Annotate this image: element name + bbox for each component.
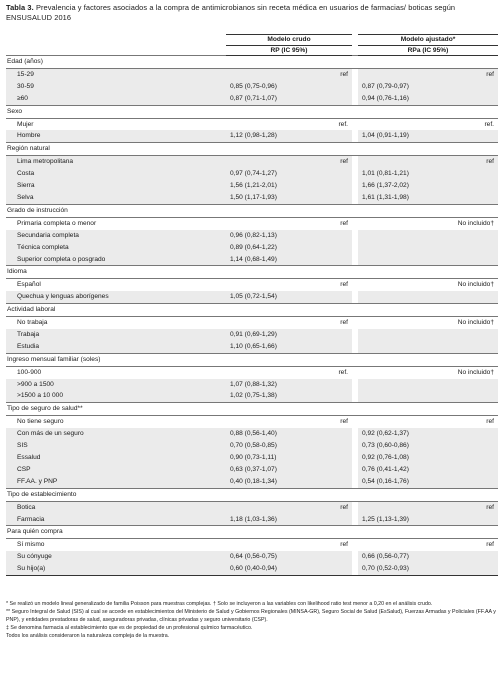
adjusted-value: 1,66 (1,37-2,02) (358, 180, 498, 192)
row-label: Estudia (6, 341, 226, 353)
row-label: ≥60 (6, 93, 226, 105)
section-header-row (6, 204, 498, 217)
table-row (6, 317, 498, 329)
adjusted-value: 0,92 (0,62-1,37) (358, 428, 498, 440)
table-row (6, 291, 498, 303)
table-row (6, 254, 498, 266)
adjusted-value: 1,61 (1,31-1,98) (358, 192, 498, 204)
section-header-row (6, 353, 498, 366)
crude-value: 1,18 (1,03-1,36) (226, 514, 352, 526)
row-label: Sí mismo (17, 541, 45, 549)
adjusted-value (358, 242, 498, 254)
row-label: Costa (6, 168, 226, 180)
table-row (6, 68, 498, 80)
crude-value: 1,50 (1,17-1,93) (226, 192, 352, 204)
table-row (6, 514, 498, 526)
table-row (6, 428, 498, 440)
adjusted-value (358, 341, 498, 353)
row-label: Selva (6, 192, 226, 204)
table-row (6, 118, 498, 130)
row-label: Técnica completa (6, 242, 226, 254)
header-crude-model: Modelo crudo (226, 35, 352, 46)
crude-value: 1,12 (0,98-1,28) (226, 130, 352, 142)
adjusted-value: 0,70 (0,52-0,93) (358, 563, 498, 575)
row-label: Sierra (6, 180, 226, 192)
row-label: Essalud (6, 452, 226, 464)
crude-value: 0,89 (0,64-1,22) (226, 242, 352, 254)
adjusted-value (358, 291, 498, 303)
row-label: Superior completa o posgrado (6, 254, 226, 266)
row-label: 100-900 (17, 368, 42, 376)
table-row (6, 341, 498, 353)
table-title (6, 3, 498, 23)
crude-value: ref (340, 319, 348, 327)
footnote: Todos los análisis consideraron la naturaleza compleja de la muestra. (6, 633, 170, 640)
section-header-row (6, 143, 498, 156)
row-label: No trabaja (17, 319, 48, 327)
row-label: FF.AA. y PNP (6, 476, 226, 488)
table-title-text: Prevalencia y factores asociados a la compra de antimicrobianos sin receta médica en usuarios de farmacias/ boticas según ENSUSALUD 2016 (6, 3, 456, 22)
adjusted-value: No incluido† (457, 281, 494, 289)
table-row (6, 279, 498, 291)
row-label: Quechua y lenguas aborígenes (6, 291, 226, 303)
adjusted-value: No incluido† (457, 319, 494, 327)
table-body (6, 56, 498, 576)
adjusted-value (358, 390, 498, 402)
row-label: Lima metropolitana (6, 156, 226, 168)
adjusted-value: ref (358, 156, 498, 168)
row-label: No tiene seguro (17, 418, 64, 426)
crude-value: 0,70 (0,58-0,85) (226, 440, 352, 452)
section-header-row (6, 304, 498, 317)
section-title: Región natural (6, 143, 498, 156)
crude-value: 1,56 (1,21-2,01) (226, 180, 352, 192)
section-title: Grado de instrucción (6, 204, 498, 217)
adjusted-value: 1,04 (0,91-1,19) (358, 130, 498, 142)
table-row (6, 192, 498, 204)
header-crude-ci: RP (IC 95%) (226, 45, 352, 56)
table-row (6, 242, 498, 254)
section-title: Tipo de establecimiento (6, 488, 498, 501)
footnote: ** Seguro Integral de Salud (SIS) al cual se accede en establecimientos del Ministerio de Salud y Gobiernos Regionales (MINSA-GR), Seguro Social de Salud (EsSalud), Fuerzas Armadas y Policiales (FF.AA y PNP), y entidades prestadoras de salud, aseguradoras privadas, clínicas privadas y seguro universitario (CSP). (6, 609, 496, 624)
adjusted-value (358, 254, 498, 266)
row-label: Español (17, 281, 41, 289)
adjusted-value: 0,54 (0,16-1,76) (358, 476, 498, 488)
footnote: ‡ Se denomina farmacia al establecimiento que es de propiedad de un profesional químico farmacéutico. (6, 625, 253, 632)
crude-value: 0,88 (0,56-1,40) (226, 428, 352, 440)
crude-value: 0,96 (0,82-1,13) (226, 230, 352, 242)
table-row (6, 476, 498, 488)
table-row (6, 551, 498, 563)
section-title: Ingreso mensual familiar (soles) (6, 353, 498, 366)
adjusted-value: No incluido† (457, 368, 494, 376)
adjusted-value: ref. (484, 120, 494, 128)
section-header-row (6, 105, 498, 118)
table-row (6, 390, 498, 402)
crude-value: ref. (338, 120, 348, 128)
table-row (6, 93, 498, 105)
adjusted-value: ref (486, 541, 494, 549)
row-label: >900 a 1500 (6, 379, 226, 391)
row-label: SIS (6, 440, 226, 452)
row-label: Con más de un seguro (6, 428, 226, 440)
footnote: * Se realizó un modelo lineal generalizado de familia Poisson para muestras complejas. † Solo se incluyeron a las variables con likelihood ratio test menor a 0,20 en el análisis crudo. (6, 601, 433, 607)
table-row (6, 180, 498, 192)
crude-value: 1,05 (0,72-1,54) (226, 291, 352, 303)
crude-value: ref (340, 541, 348, 549)
crude-value: 1,10 (0,65-1,66) (226, 341, 352, 353)
section-title: Sexo (6, 105, 498, 118)
row-label: Trabaja (6, 329, 226, 341)
adjusted-value (358, 329, 498, 341)
adjusted-value: ref (358, 501, 498, 513)
table-row (6, 464, 498, 476)
adjusted-value (358, 379, 498, 391)
adjusted-value: 0,73 (0,60-0,86) (358, 440, 498, 452)
adjusted-value: 0,94 (0,76-1,16) (358, 93, 498, 105)
crude-value: 1,14 (0,68-1,49) (226, 254, 352, 266)
table-row (6, 452, 498, 464)
section-header-row (6, 56, 498, 69)
crude-value: ref (340, 219, 348, 227)
table-row (6, 416, 498, 428)
section-title: Para quién compra (6, 526, 498, 539)
row-label: Botica (6, 501, 226, 513)
table-row (6, 366, 498, 378)
crude-value: 1,07 (0,88-1,32) (226, 379, 352, 391)
footnotes (6, 600, 496, 640)
row-label: Su hijo(a) (6, 563, 226, 575)
row-label: 15-29 (6, 68, 226, 80)
crude-value: 0,87 (0,71-1,07) (226, 93, 352, 105)
table-row (6, 156, 498, 168)
crude-value: 0,85 (0,75-0,96) (226, 81, 352, 93)
table-row (6, 81, 498, 93)
table-row (6, 168, 498, 180)
crude-value: ref (340, 418, 348, 426)
table-row (6, 217, 498, 229)
row-label: Hombre (6, 130, 226, 142)
row-label: Farmacia (6, 514, 226, 526)
adjusted-value: 1,25 (1,13-1,39) (358, 514, 498, 526)
table-row (6, 440, 498, 452)
results-table (6, 34, 498, 576)
crude-value: 0,40 (0,18-1,34) (226, 476, 352, 488)
crude-value: 0,91 (0,69-1,29) (226, 329, 352, 341)
section-header-row (6, 526, 498, 539)
row-label: Su cónyuge (6, 551, 226, 563)
adjusted-value: 0,76 (0,41-1,42) (358, 464, 498, 476)
section-header-row (6, 266, 498, 279)
adjusted-value: 0,66 (0,56-0,77) (358, 551, 498, 563)
table-row (6, 130, 498, 142)
adjusted-value: 0,92 (0,76-1,08) (358, 452, 498, 464)
crude-value: 0,60 (0,40-0,94) (226, 563, 352, 575)
crude-value: 0,97 (0,74-1,27) (226, 168, 352, 180)
row-label: Secundaria completa (6, 230, 226, 242)
section-title: Tipo de seguro de salud** (6, 403, 498, 416)
row-label: >1500 a 10 000 (6, 390, 226, 402)
crude-value: 1,02 (0,75-1,38) (226, 390, 352, 402)
adjusted-value: ref (486, 418, 494, 426)
table-row (6, 539, 498, 551)
table-row (6, 501, 498, 513)
table-row (6, 563, 498, 575)
crude-value: ref (340, 281, 348, 289)
row-label: Mujer (17, 120, 34, 128)
header-adjusted-model: Modelo ajustado* (358, 35, 498, 46)
header-adjusted-ci: RPa (IC 95%) (358, 45, 498, 56)
table-row (6, 230, 498, 242)
section-header-row (6, 488, 498, 501)
crude-value: ref (226, 501, 352, 513)
table-title-label: Tabla 3. (6, 3, 34, 12)
crude-value: ref (226, 68, 352, 80)
crude-value: 0,64 (0,56-0,75) (226, 551, 352, 563)
adjusted-value (358, 230, 498, 242)
adjusted-value: 0,87 (0,79-0,97) (358, 81, 498, 93)
adjusted-value: 1,01 (0,81-1,21) (358, 168, 498, 180)
crude-value: ref. (338, 368, 348, 376)
crude-value: ref (226, 156, 352, 168)
table-row (6, 379, 498, 391)
adjusted-value: ref (358, 68, 498, 80)
row-label: Primaria completa o menor (17, 219, 97, 227)
section-title: Idioma (6, 266, 498, 279)
section-header-row (6, 403, 498, 416)
crude-value: 0,90 (0,73-1,11) (226, 452, 352, 464)
row-label: 30-59 (6, 81, 226, 93)
row-label: CSP (6, 464, 226, 476)
adjusted-value: No incluido† (457, 219, 494, 227)
section-title: Actividad laboral (6, 304, 498, 317)
section-title: Edad (años) (6, 56, 498, 69)
crude-value: 0,63 (0,37-1,07) (226, 464, 352, 476)
table-row (6, 329, 498, 341)
